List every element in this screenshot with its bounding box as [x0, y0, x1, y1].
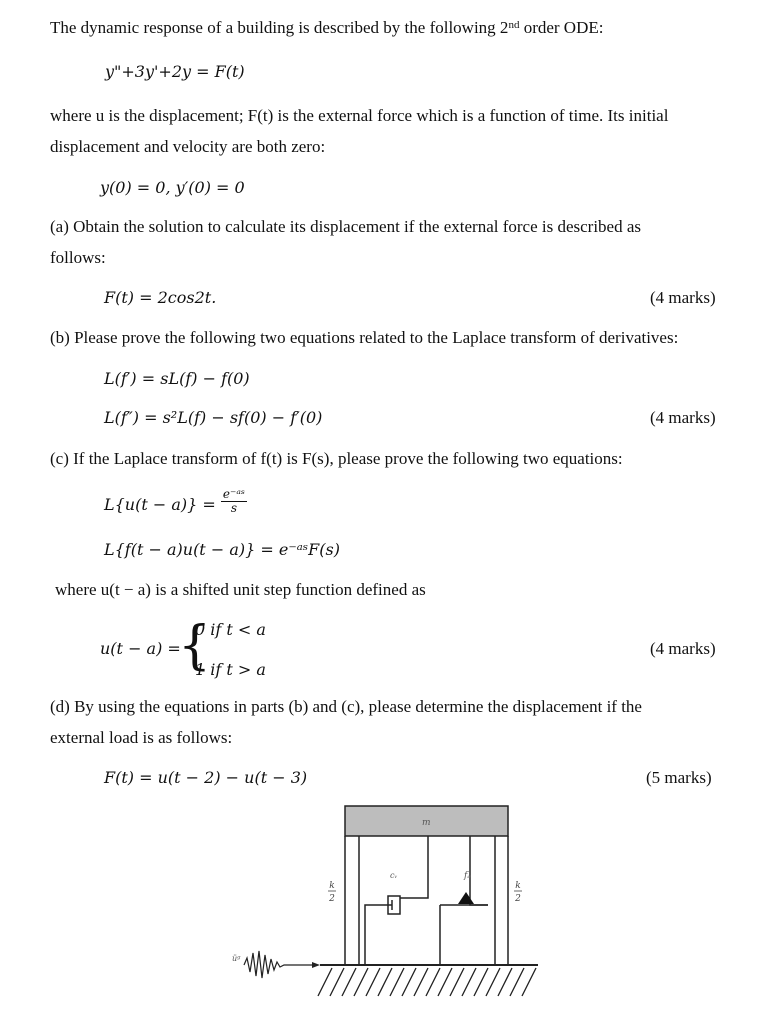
svg-text:2: 2 [515, 894, 521, 904]
fraction-numerator: e⁻ᵃˢ [222, 487, 245, 501]
damper-label: cᵥ [390, 871, 398, 880]
step-function-left: u(t − a) = [100, 639, 181, 658]
description-line-1: where u is the displacement; F(t) is the external force which is a function of time. Its initial [50, 106, 669, 125]
ground-motion-label: üᵍ [232, 954, 241, 963]
part-c-equation-2: L{f(t − a)u(t − a)} = e⁻ᵃˢF(s) [104, 540, 340, 559]
part-d-marks: (5 marks) [646, 768, 712, 787]
damper [365, 836, 428, 965]
ground-motion-arrowhead [312, 962, 320, 968]
part-c-marks: (4 marks) [650, 639, 716, 658]
part-d-line-2: external load is as follows: [50, 728, 233, 747]
part-d-line-1: (d) By using the equations in parts (b) and (c), please determine the displacement if the [50, 697, 642, 716]
part-a-line-1: (a) Obtain the solution to calculate its displacement if the external force is described as [50, 217, 642, 236]
part-a-marks: (4 marks) [650, 288, 716, 307]
building-model-diagram [220, 800, 560, 1010]
part-b-line-1: (b) Please prove the following two equations related to the Laplace transform of derivatives: [50, 328, 679, 347]
exp-fraction [221, 488, 247, 515]
part-b-equation-2: L(f″) = s²L(f) − sf(0) − f′(0) [104, 408, 323, 427]
part-d-equation: F(t) = u(t − 2) − u(t − 3) [104, 768, 308, 787]
step-case-1: 0 if t < a [195, 620, 266, 639]
part-b-equation-1: L(f′) = sL(f) − f(0) [104, 369, 250, 388]
part-a-line-2: follows: [50, 248, 106, 267]
ground-motion-wave [244, 951, 312, 978]
fraction-denominator: s [230, 501, 237, 515]
intro-text: The dynamic response of a building is described by the following 2nd order ODE: [50, 18, 604, 37]
mass-label: m [422, 818, 431, 828]
step-case-2: 1 if t > a [195, 660, 266, 679]
left-brace: { [178, 616, 212, 676]
svg-text:2: 2 [329, 894, 335, 904]
svg-text:k: k [515, 881, 521, 891]
part-c-eq1-left: L{u(t − a)} = [104, 495, 216, 514]
left-spring-label [328, 881, 336, 904]
step-function-description: where u(t − a) is a shifted unit step function defined as [55, 580, 426, 599]
part-b-marks: (4 marks) [650, 408, 716, 427]
part-c-equation-1 [104, 487, 247, 519]
description-line-2: displacement and velocity are both zero: [50, 137, 326, 156]
right-spring-label [514, 881, 522, 904]
part-c-line-1: (c) If the Laplace transform of f(t) is F(s), please prove the following two equations: [50, 449, 623, 468]
ode-equation: y"+3y'+2y = F(t) [105, 62, 245, 81]
friction-triangle [458, 892, 474, 904]
ground-hatching [318, 968, 536, 996]
friction-label: fₐ [464, 871, 471, 881]
svg-text:k: k [329, 881, 335, 891]
part-a-equation: F(t) = 2cos2t. [104, 288, 217, 307]
initial-conditions: y(0) = 0, y′(0) = 0 [100, 178, 245, 197]
